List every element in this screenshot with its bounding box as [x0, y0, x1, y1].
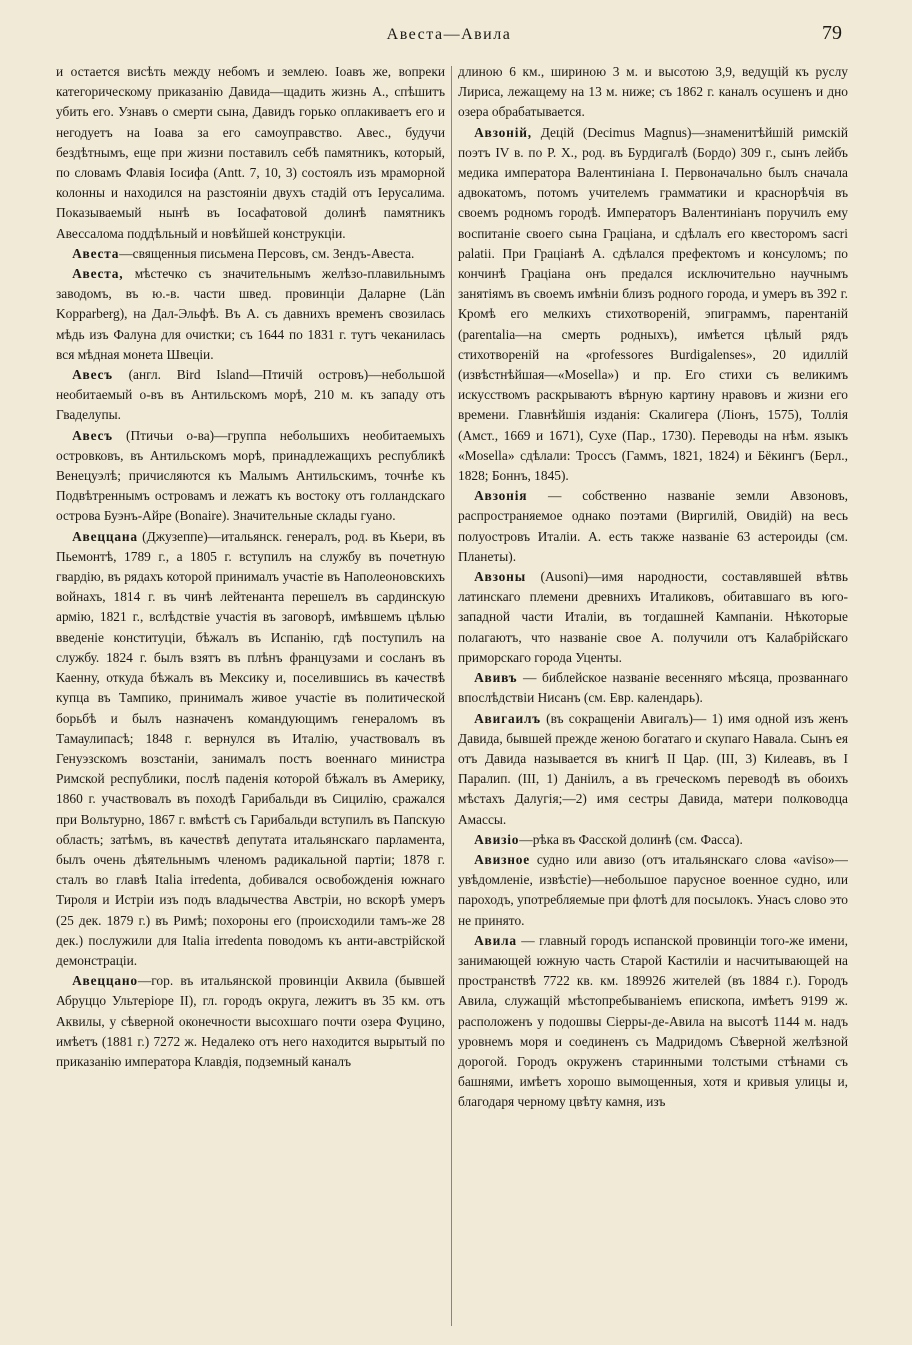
entry [56, 244, 445, 264]
entry-headword: Авеццана [72, 528, 138, 544]
entry [56, 426, 445, 527]
entry-text: (Джузеппе)—итальянск. генералъ, род. въ Кьери, въ Пьемонтѣ, 1789 г., а 1805 г. вступилъ на службу въ почетную гвардію, въ рядахъ которой принималъ участіе въ Наполеоновскихъ войнахъ, 1814 г. въ чинѣ лейтенанта перешелъ въ сардинскую армію, 1821 г., вслѣдствіе участія въ заговорѣ, имѣвшемъ цѣлью введеніе конституціи, бѣжалъ въ Испанію, гдѣ поступилъ на службу. 1824 г. былъ взятъ въ плѣнъ французами и сосланъ въ Каенну, откуда бѣжалъ въ Мексику и, поселившись въ качествѣ купца въ Тампико, принималъ живое участіе въ политической борьбѣ и былъ назначенъ командующимъ генераломъ въ Тамаулипасѣ; 1848 г. вернулся въ Италію, участвовалъ въ Генуэзскомъ возстаніи, занималъ постъ военнаго министра Римской республики, послѣ паденія которой бѣжалъ въ Америку, 1860 г. участвовалъ въ походѣ Гарибальди въ Сицилію, сражался при Вольтурно, 1867 г. вмѣстѣ съ Гарибальди вступилъ въ Папскую область; затѣмъ, въ качествѣ депутата итальянскаго парламента, былъ очень дѣятельнымъ членомъ радикальной партіи; 1878 г. сталъ во главѣ Italia irredenta, добивался освобожденія южнаго Тироля и Истріи изъ подъ владычества Австріи, но вскорѣ умеръ (25 дек. 1879 г.) въ Римѣ; похороны его (происходили тамъ-же 28 дек.) послужили для Italia irredenta поводомъ къ анти-австрійской демонстраціи. [56, 528, 445, 968]
entry-headword: Авигаилъ [474, 710, 541, 726]
entry-text: (Птичьи о-ва)—группа небольшихъ необитаемыхъ островковъ, въ Антильскомъ морѣ, принадлежащихъ республикѣ Венецуэлѣ; причисляются къ Малымъ Антильскимъ, точнѣе къ Подвѣтреннымъ островамъ и лежатъ къ востоку отъ голландскаго острова Буэнъ-Айре (Bonaire). Значительные склады гуано. [56, 427, 445, 524]
entry [458, 931, 848, 1113]
entry-text: длиною 6 км., шириною 3 м. и высотою 3,9, ведущій къ руслу Лириса, лежащему на 13 м. ниже; съ 1862 г. каналъ осушенъ и дно озера обрабатывается. [458, 64, 848, 120]
entry [56, 365, 445, 426]
entry [56, 264, 445, 365]
right-column [458, 62, 848, 1332]
entry-continuation [56, 62, 445, 244]
entry-text: судно или авизо (отъ итальянскаго слова «aviso»—увѣдомленіе, извѣстіе)—небольшое парусное военное судно, или пароходъ, употребляемые при флотѣ для посылокъ. Унасъ слово это не принято. [458, 851, 848, 928]
entry-text: и остается висѣть между небомъ и землею. Іоавъ же, вопреки категорическому приказанію Давида—щадить жизнь А., спѣшитъ убить его. Узнавъ о смерти сына, Давидъ горько оплакиваетъ его и негодуетъ на Іоава за его самоуправство. Авес., будучи бездѣтнымъ, еще при жизни поставилъ себѣ памятникъ, который, по словамъ Флавія Іосифа (Antt. 7, 10, 3) состоялъ изъ мраморной колонны и находился на разстояніи двухъ стадій отъ Іерусалима. Показываемый нынѣ въ Іосафатовой долинѣ памятникъ Авессалома поддѣльный и новѣйшей конструкціи. [56, 64, 445, 241]
entry-text: (англ. Bird Island—Птичій островъ)—небольшой необитаемый о-въ въ Антильскомъ морѣ, 210 м. къ западу отъ Гваделупы. [56, 367, 445, 423]
entry-headword: Авзоны [474, 569, 526, 585]
entry-headword: Авеццано [72, 973, 138, 989]
entry [56, 527, 445, 971]
entry-headword: Авесъ [72, 367, 113, 383]
entry [458, 830, 848, 850]
entry [458, 123, 848, 487]
page-header-title: Авеста—Авила [386, 26, 512, 43]
left-column [56, 62, 445, 1332]
entry [458, 486, 848, 567]
entry-headword: Авила [474, 932, 517, 948]
entry [458, 709, 848, 830]
entry-headword: Авивъ [474, 670, 518, 686]
entry-text: (Ausoni)—имя народности, составлявшей вѣтвь латинскаго племени древнихъ Италиковъ, обитавшаго въ юго-западной части Италіи, въ тогдашней Кампаніи. Нѣкоторые полагаютъ, что названіе свое А. получили отъ Калабрійскаго приморскаго города Уценты. [458, 569, 848, 665]
entry-text: мѣстечко съ значительнымъ желѣзо-плавильнымъ заводомъ, въ ю.-в. части швед. провинціи Даларне (Län Kopparberg), на Дал-Эльфѣ. Въ А. съ давнихъ временъ свозилась мѣдь изъ Фалуна для очистки; съ 1644 по 1831 г. тутъ чеканилась вся мѣдная монета Швеціи. [56, 266, 445, 362]
entry-text: —священныя письмена Персовъ, см. Зендъ-Авеста. [119, 245, 415, 261]
entry-text: — главный городъ испанской провинціи того-же имени, занимающей южную часть Старой Кастиліи и насчитывающей на пространствѣ 7722 кв. км. 189926 жителей (въ 1884 г.). Городъ Авила, служащій мѣстопребываніемъ епископа, имѣетъ 9199 ж. расположенъ у подошвы Сіерры-де-Авила на высотѣ 1144 м. надъ уровнемъ моря и соединенъ съ Мадридомъ Сѣверной желѣзной дорогой. Городъ окруженъ старинными толстыми стѣнами съ башнями, имѣетъ хорошо вымощенныя, хотя и кривыя улицы и, благодаря черному цвѣту камня, изъ [458, 932, 848, 1110]
entry-headword: Авеста, [72, 266, 124, 282]
entry-headword: Авизіо [474, 831, 520, 847]
column-divider [451, 66, 452, 1326]
entry-text: Децій (Decimus Magnus)—знаменитѣйшій римскій поэтъ IV в. по Р. Х., род. въ Бурдигалѣ (Бордо) 309 г., сынъ лейбъ медика императора Валентиніана I. Первоначально былъ сначала адвокатомъ, потомъ учителемъ грамматики и краснорѣчія въ своемъ родномъ городѣ. Императоръ Валентиніанъ поручилъ ему воспитаніе своего сына Граціана, и сдѣлалъ его квесторомъ sacri palatii. При Граціанѣ А. сдѣлался префектомъ и консуломъ; по кончинѣ Граціана онъ предался исключительно научнымъ занятіямъ въ своемъ имѣніи близъ родного города, и умеръ въ 392 г. Кромѣ его мелкихъ стихотвореній, эпиграммъ, парентаній (parentalia—на смерть родныхъ), имѣется цѣлый рядъ стихотвореній на «professores Burdigalenses», 20 идиллій (извѣстнѣйшая—«Mosella») и пр. Его стихи съ великимъ искусствомъ раскрываютъ вѣрную картину нравовъ и жизни его времени. Главнѣйшія изданія: Скалигера (Ліонъ, 1575), Толлія (Амст., 1669 и 1671), Сухе (Пар., 1730). Переводы на нѣм. языкъ «Mosella» сдѣлали: Троссъ (Гаммъ, 1821, 1824) и Бёкингъ (Берл., 1828; Боннъ, 1845). [458, 124, 848, 484]
entry-headword: Авзоній, [474, 124, 532, 140]
page-number: 79 [822, 22, 842, 44]
running-head [56, 22, 842, 50]
entry-text: — библейское названіе весенняго мѣсяца, прозваннаго впослѣдствіи Нисанъ (см. Евр. календарь). [458, 670, 848, 706]
entry-text: (въ сокращеніи Авигалъ)— 1) имя одной изъ женъ Давида, бывшей прежде женою богатаго и скупаго Навала. Сынъ ея отъ Давида называется въ книгѣ II Цар. (III, 3) Килеавъ, въ I Паралип. (III, 1) Даніилъ, а въ греческомъ переводѣ въ обоихъ мѣстахъ Далугія;—2) имя сестры Давида, матери полководца Амассы. [458, 710, 848, 827]
entry-continuation [458, 62, 848, 123]
entry-text: —гор. въ итальянской провинціи Аквила (бывшей Абруццо Ультеріоре II), гл. городъ округа, лежитъ въ 35 км. отъ Аквилы, у сѣверной оконечности высохшаго почти озера Фуцино, имѣетъ (1881 г.) 7272 ж. Недалеко отъ него находится вырытый по приказанію императора Клавдія, подземный каналъ [56, 973, 445, 1069]
entry [458, 567, 848, 668]
entry-headword: Авесъ [72, 427, 113, 443]
entry [458, 668, 848, 708]
entry [56, 971, 445, 1072]
entry [458, 850, 848, 931]
entry-headword: Авизное [474, 851, 531, 867]
entry-text: — собственно названіе земли Авзоновъ, распространяемое однако поэтами (Виргилій, Овидій) на весь полуостровъ Италіи. А. есть также названіе 63 астероиды (см. Планеты). [458, 488, 848, 564]
entry-text: —рѣка въ Фасской долинѣ (см. Фасса). [519, 831, 743, 847]
entry-headword: Авзонія [474, 488, 528, 504]
entry-headword: Авеста [72, 245, 120, 261]
